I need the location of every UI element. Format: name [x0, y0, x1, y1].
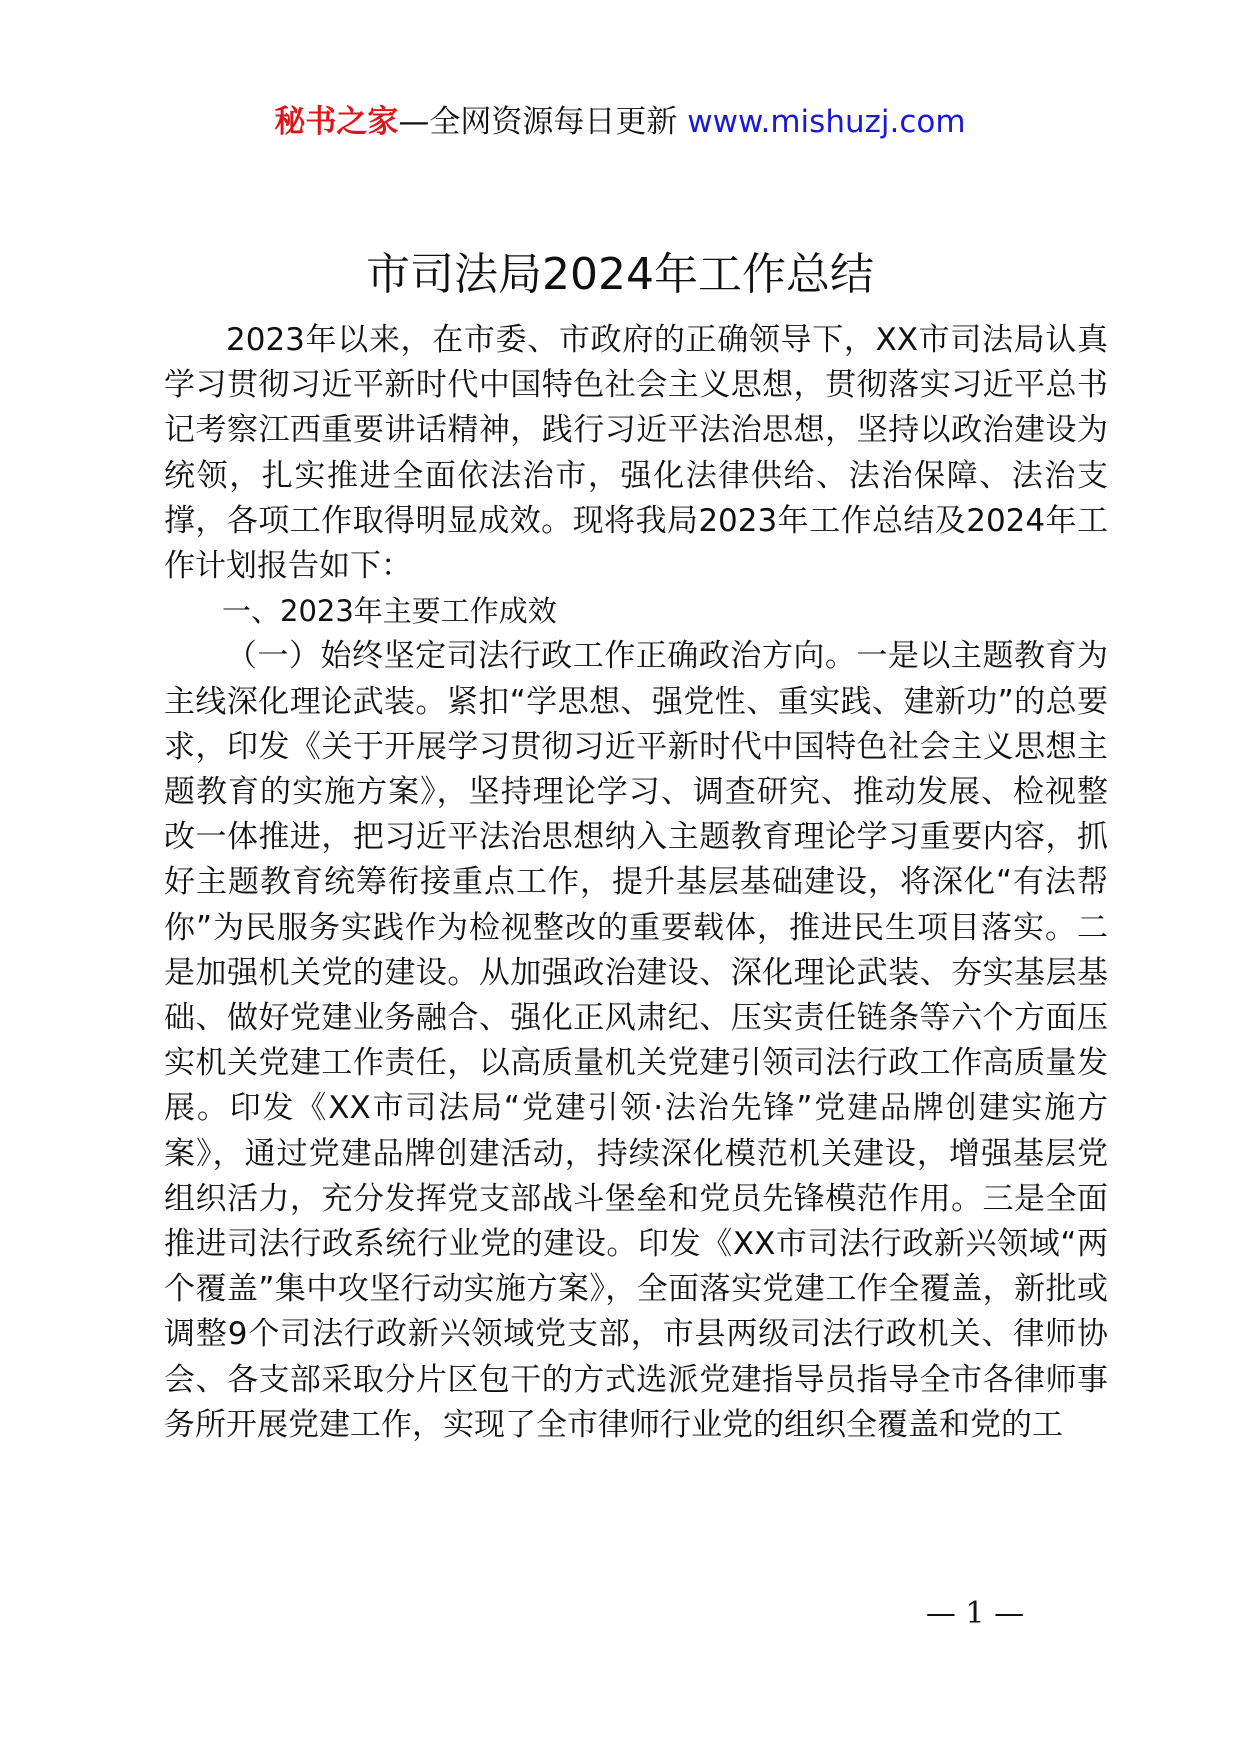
document-title: 市司法局2024年工作总结 [366, 249, 874, 300]
section-heading: 一、2023年主要工作成效 [222, 594, 557, 629]
site-url-link[interactable]: www.mishuzj.com [687, 104, 966, 140]
section-paragraph: （一）始终坚定司法行政工作正确政治方向。一是以主题教育为主线深化理论武装。紧扣“学思想、强党性、重实践、建新功”的总要求，印发《关于开展学习贯彻习近平新时代中国特色社会主义思想主题教育的实施方案》，坚持理论学习、调查研究、推动发展、检视整改一体推进，把习近平法治思想纳入主题教育理论学习重要内容，抓好主题教育统筹衔接重点工作，提升基层基础建设，将深化“有法帮你”为民服务实践作为检视整改的重要载体，推进民生项目落实。二是加强机关党的建设。从加强政治建设、深化理论武装、夯实基层基础、做好党建业务融合、强化正风肃纪、压实责任链条等六个方面压实机关党建工作责任，以高质量机关党建引领司法行政工作高质量发展。印发《XX市司法局“党建引领·法治先锋”党建品牌创建实施方案》，通过党建品牌创建活动，持续深化模范机关建设，增强基层党组织活力，充分发挥党支部战斗堡垒和党员先锋模范作用。三是全面推进司法行政系统行业党的建设。印发《XX市司法行政新兴领域“两个覆盖”集中攻坚行动实施方案》，全面落实党建工作全覆盖，新批或调整9个司法行政新兴领域党支部，市县两级司法行政机关、律师协会、各支部采取分片区包干的方式选派党建指导员指导全市各律师事务所开展党建工作，实现了全市律师行业党的组织全覆盖和党的工 [164, 638, 1108, 1443]
intro-paragraph: 2023年以来，在市委、市政府的正确领导下，XX市司法局认真学习贯彻习近平新时代中国特色社会主义思想，贯彻落实习近平总书记考察江西重要讲话精神，践行习近平法治思想，坚持以政治建设为统领，扎实推进全面依法治市，强化法律供给、法治保障、法治支撑，各项工作取得明显成效。现将我局2023年工作总结及2024年工作计划报告如下： [164, 322, 1108, 585]
site-slogan: —全网资源每日更新 [398, 104, 678, 140]
site-brand: 秘书之家 [274, 104, 399, 140]
page-number: — 1 — [925, 1596, 1025, 1631]
document-body [164, 318, 1108, 1448]
site-header [0, 100, 1240, 144]
